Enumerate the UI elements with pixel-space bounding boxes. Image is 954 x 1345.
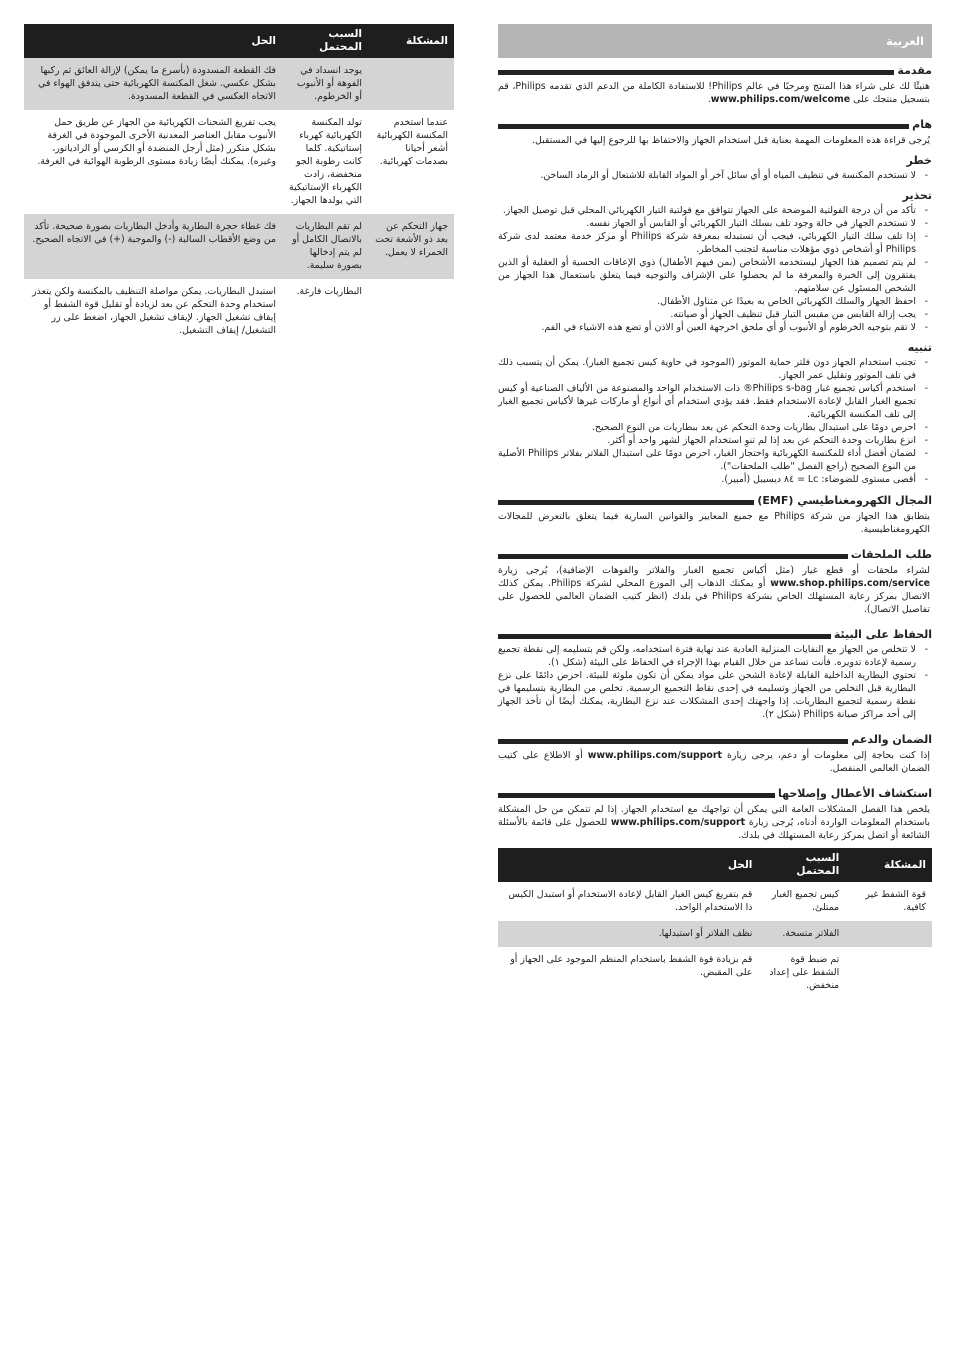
header-solution: الحل <box>24 24 282 58</box>
cell-problem <box>845 947 932 999</box>
environment-list <box>498 643 932 721</box>
cell-cause: الفلاتر متسخة. <box>758 921 845 947</box>
cell-problem <box>845 921 932 947</box>
list-item: - إذا تلف سلك التيار الكهربائي، فيجب أن تستبدله بمعرفة شركة Philips أو مركز خدمة معتمد لدى شركة Philips أو أشخاص ذوي مؤهلات مناسبة لتجنب المخاطر. <box>498 230 932 256</box>
warning-title: تحذير <box>902 189 932 202</box>
intro-heading <box>498 64 932 77</box>
caution-title: تنبيه <box>907 341 932 354</box>
cell-solution: نظف الفلاتر أو استبدلها. <box>498 921 758 947</box>
cell-cause: لم تقم البطاريات بالاتصال الكامل أو لم يتم إدخالها بصورة سليمة. <box>282 214 368 279</box>
troubleshooting-text <box>498 803 932 842</box>
environment-title: الحفاظ على البيئة <box>833 628 932 641</box>
list-item: - احرص دومًا على استبدال بطاريات وحدة التحكم عن بعد ببطاريات من النوع الصحيح. <box>498 421 932 434</box>
table-row <box>498 947 932 999</box>
cell-cause: البطاريات فارغة. <box>296 286 362 297</box>
list-item: - لم يتم تصميم هذا الجهاز ليستخدمه الأشخاص (بمن فيهم الأطفال) ذوي الإعاقات الحسية أو العقلية أو الذين يفتقرون إلى الخبرة والمعرفة ما لم يحصلوا على الإشراف والتوجيه فيما يتعلق باستعمال هذا الجهاز من الشخص المسئول عن سلامتهم. <box>498 256 932 295</box>
heading-rule <box>498 634 831 639</box>
list-item: - أقصى مستوى للضوضاء: Lc = ٨٤ ديسيبل (أمبير). <box>498 473 932 486</box>
guarantee-text-post: أو الاطلاع على كتيب الضمان العالمي المنفصل. <box>498 750 930 774</box>
table-row <box>498 921 932 947</box>
list-item: - تأكد من أن درجة الفولتية الموضحة على الجهاز تتوافق مع فولتية التيار الكهربائي المحلي قبل توصيل الجهاز. <box>498 204 932 217</box>
intro-text <box>498 80 932 106</box>
caution-list <box>498 356 932 486</box>
table-row <box>24 58 454 110</box>
warning-list <box>498 204 932 334</box>
list-item: - استخدم أكياس تجميع غبار Philips s-bag® ذات الاستخدام الواحد والمصنوعة من الألياف الصناعية أو كيس تجميع الغبار القابل لإعادة الاستخدام فقط. فقد يؤدي استخدام أي أنواع أو ماركات غيرها لأكياس تجميع الغبار إلى تلف المكنسة الكهربائية. <box>498 382 932 421</box>
guarantee-text-pre: إذا كنت بحاجة إلى معلومات أو دعم، يرجى زيارة <box>721 750 930 761</box>
accessories-text-pre: لشراء ملحقات أو قطع غيار (مثل أكياس تجميع الغبار والفلاتر والفوهات الإضافية)، يُرجى زيارة <box>498 565 930 576</box>
accessories-title: طلب الملحقات <box>850 548 932 561</box>
cell-solution: استبدل البطاريات. يمكن مواصلة التنظيف بالمكنسة ولكن يتعذر استخدام وحدة التحكم عن بعد لزيادة أو تقليل قوة الشفط أو إيقاف تشغيل الجهاز. لإيقاف تشغيل الجهاز، اضغط على زر التشغيل/ إيقاف التشغيل. <box>32 286 276 336</box>
troubleshooting-url-link[interactable]: www.philips.com/support <box>610 817 746 828</box>
header-cause: السبب المحتمل <box>758 848 845 882</box>
cell-problem: جهاز التحكم عن بعد ذو الأشعة تحت الحمراء لا يعمل. <box>368 214 454 279</box>
troubleshooting-heading <box>498 787 932 800</box>
cell-solution: قم بزيادة قوة الشفط باستخدام المنظم الموجود على الجهاز أو على المقبض. <box>510 954 753 978</box>
list-item: - لا تقم بتوجيه الخرطوم أو الأنبوب أو أي ملحق اخرجهة العين أو الاذن أو تضع هذه الاشياء في الفم. <box>498 321 932 334</box>
guarantee-title: الضمان والدعم <box>851 733 932 746</box>
intro-url-link[interactable]: www.philips.com/welcome <box>710 94 851 105</box>
accessories-text-post: أو يمكنك الذهاب إلى الموزع المحلي لشركة Philips. يمكن كذلك الاتصال بمركز رعاية المستهلك الخاص بشركة Philips في بلدك (انظر كتيب الضمان العالمي للحصول على تفاصيل الاتصال). <box>498 578 930 615</box>
emf-heading <box>498 494 932 507</box>
danger-list <box>498 169 932 182</box>
right-column <box>498 24 932 999</box>
troubleshooting-table-right <box>498 848 932 999</box>
emf-text: يتطابق هذا الجهاز من شركة Philips مع جميع المعايير والقوانين السارية فيما يتعلق بالتعرض للمجالات الكهرومغناطيسية. <box>498 511 930 535</box>
table-row <box>24 110 454 214</box>
intro-text-pre: هنيئًا لك على شراء هذا المنتج ومرحبًا في عالم Philips! للاستفادة الكاملة من الدعم الذي تقدمه Philips، قم بتسجيل منتجك على <box>498 81 930 105</box>
troubleshooting-text-post: للحصول على قائمة بالأسئلة الشائعة أو اتصل بمركز رعاية المستهلك في بلدك. <box>498 817 930 841</box>
cell-solution: يجب تفريغ الشحنات الكهربائية من الجهاز عن طريق حمل الأنبوب مقابل العناصر المعدنية الأخرى الموجودة في الغرفة بشكل متكرر (مثل أرجل المنضدة أو الكرسي أو الرادياتور، وغيره). يمكنك أيضًا زيادة مستوى الرطوبة الهوائية في الغرفة. <box>37 117 276 167</box>
heading-rule <box>498 793 775 798</box>
environment-heading <box>498 628 932 641</box>
heading-rule <box>498 70 894 75</box>
header-cause: السبب المحتمل <box>282 24 368 58</box>
cell-cause: يوجد انسداد في الفوهة أو الأنبوب أو الخرطوم. <box>282 58 368 110</box>
header-problem: المشكلة <box>845 848 932 882</box>
important-text: يُرجى قراءة هذه المعلومات المهمة بعناية قبل استخدام الجهاز والاحتفاظ بها للرجوع إليها في المستقبل. <box>532 135 930 146</box>
important-title: هام <box>912 118 932 131</box>
guarantee-heading <box>498 733 932 746</box>
guarantee-url-link[interactable]: www.philips.com/support <box>587 750 722 761</box>
cell-problem: قوة الشفط غير كافية. <box>865 889 926 913</box>
list-item: - لا تستخدم المكنسة في تنظيف المياه أو أي سائل آخر أو المواد القابلة للاشتعال أو الرماد الساخن. <box>498 169 932 182</box>
table-row <box>24 214 454 279</box>
header-problem: المشكلة <box>368 24 454 58</box>
intro-text-post: . <box>707 94 711 105</box>
accessories-text <box>498 564 932 616</box>
cell-problem: عندما استخدم المكنسة الكهربائية أشعر أحيانا بصدمات كهربائية. <box>376 117 448 167</box>
list-item: - لضمان أفضل أداء للمكنسة الكهربائية واحتجاز الغبار، احرص دومًا على استبدال الفلاتر بفلاتر Philips الأصلية من النوع الصحيح (راجع الفصل "طلب الملحقات"). <box>498 447 932 473</box>
table-row <box>24 279 454 344</box>
cell-problem <box>368 58 454 110</box>
table-header-row <box>24 24 454 58</box>
list-item: - انزع بطاريات وحدة التحكم عن بعد إذا لم تنوِ استخدام الجهاز لشهر واحد أو أكثر. <box>498 434 932 447</box>
troubleshooting-table-left <box>24 24 454 344</box>
list-item: - لا تتخلص من الجهاز مع النفايات المنزلية العادية عند نهاية فترة استخدامه، ولكن قم بتسليمه إلى نقطة تجميع رسمية لإعادة تدويره. فأنت تساعد من خلال القيام بهذا الإجراء في الحفاظ على البيئة (شكل ١). <box>498 643 932 669</box>
guarantee-text <box>498 749 932 775</box>
list-item: - لا تستخدم الجهاز في حالة وجود تلف بسلك التيار الكهربائي أو القابس أو الجهاز نفسه. <box>498 217 932 230</box>
heading-rule <box>498 124 909 129</box>
list-item: - تجنب استخدام الجهاز دون فلتر حماية الموتور (الموجود في حاوية كيس تجميع الغبار). يمكن أن يتسبب ذلك في تلف الموتور وتقليل عمر الجهاز. <box>498 356 932 382</box>
accessories-url-link[interactable]: www.shop.philips.com/service <box>770 578 930 589</box>
cell-solution: فك غطاء حجرة البطارية وأدخل البطاريات بصورة صحيحة. تأكد من وضع الأقطاب السالبة (-) والموجبة (+) في الاتجاه الصحيح. <box>24 214 282 279</box>
danger-title: خطر <box>906 154 932 167</box>
language-label: العربية <box>498 24 932 58</box>
intro-title: مقدمة <box>897 64 932 77</box>
list-item: - تحتوي البطارية الداخلية القابلة لإعادة الشحن على مواد يمكن أن تكون ملوثة للبيئة. احرص دائمًا على نزع البطارية قبل التخلص من الجهاز وتسليمه في إحدى نقاط التجميع الرسمية. تخلص من البطارية بتسليمها في نقطة رسمية لتجميع البطاريات. إذا واجهتك إحدى المشكلات عند نزع البطارية، يمكنك أيضًا أن تأخذ الجهاز إلى أحد مراكز صيانة Philips (شكل ٢). <box>498 669 932 721</box>
accessories-heading <box>498 548 932 561</box>
table-header-row <box>498 848 932 882</box>
troubleshooting-title: استكشاف الأعطال وإصلاحها <box>777 787 932 800</box>
cell-cause: تولد المكنسة الكهربائية كهرباء إستاتيكية. كلما كانت رطوبة الجو منخفضة، زادت الكهرباء الإستاتيكية التي يولدها الجهاز. <box>289 117 362 206</box>
cell-cause: كيس تجميع الغبار ممتلئ. <box>771 889 840 913</box>
emf-title: المجال الكهرومغناطيسي (EMF) <box>757 494 932 507</box>
heading-rule <box>498 739 848 744</box>
cell-solution: قم بتفريغ كيس الغبار القابل لإعادة الاستخدام أو استبدل الكيس ذا الاستخدام الواحد. <box>508 889 753 913</box>
important-heading <box>498 118 932 131</box>
table-row <box>498 882 932 921</box>
cell-problem <box>368 279 454 344</box>
heading-rule <box>498 500 754 505</box>
troubleshooting-text-pre: يلخص هذا الفصل المشكلات العامة التي يمكن أن تواجهك مع استخدام الجهاز. إذا لم تتمكن من حل المشكلة باستخدام المعلومات الواردة أدناه، يُرجى زيارة <box>498 804 930 828</box>
header-solution: الحل <box>498 848 758 882</box>
list-item: - يجب إزالة القابس من مقبس التيار قبل تنظيف الجهاز أو صيانته. <box>498 308 932 321</box>
heading-rule <box>498 554 848 559</box>
cell-cause: تم ضبط قوة الشفط على إعداد منخفض. <box>769 954 840 991</box>
list-item: - احفظ الجهاز والسلك الكهربائي الخاص به بعيدًا عن متناول الأطفال. <box>498 295 932 308</box>
cell-solution: فك القطعة المسدودة (بأسرع ما يمكن) لإزالة العائق ثم ركبها بشكل عكسي. شغل المكنسة الكهربائية حتى يتدفق الهواء في الاتجاه العكسي في القطعة المسدودة. <box>24 58 282 110</box>
left-column <box>24 24 454 344</box>
